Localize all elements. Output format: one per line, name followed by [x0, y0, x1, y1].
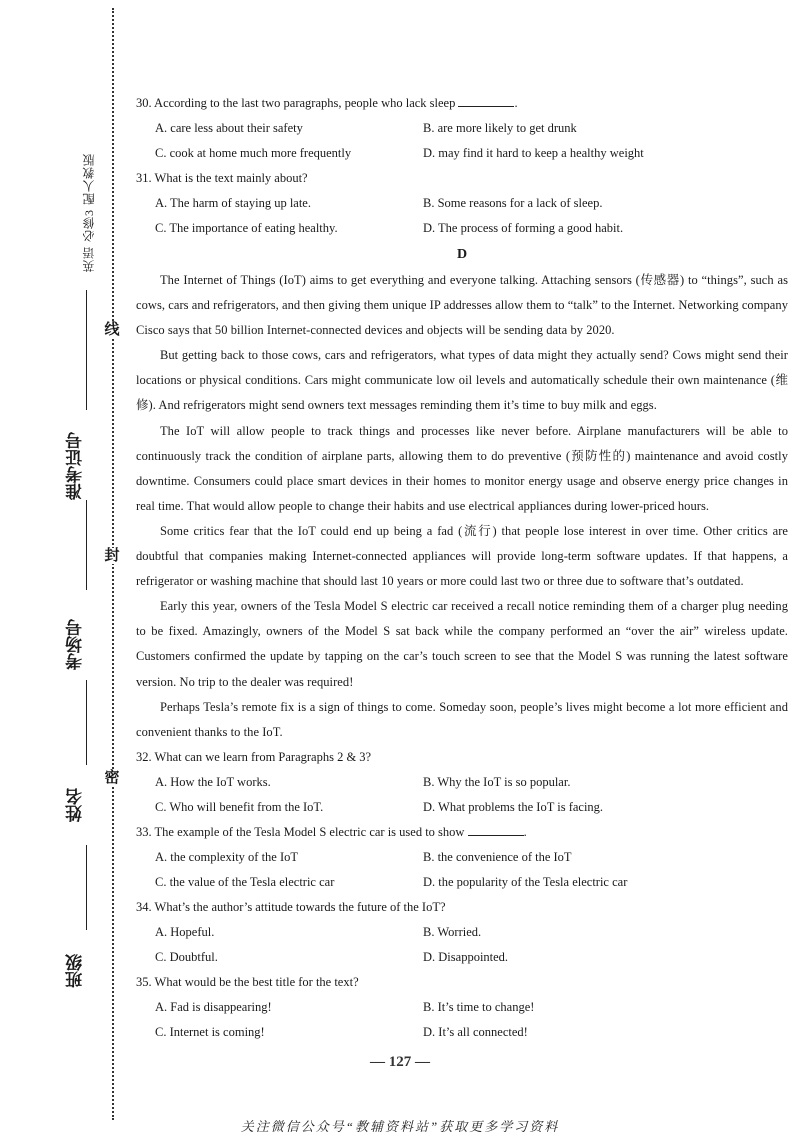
option-a[interactable]: A. The harm of staying up late.	[155, 196, 311, 210]
question-32: 32. What can we learn from Paragraphs 2 & 3?	[136, 749, 372, 764]
question-34: 34. What’s the author’s attitude towards the future of the IoT?	[136, 899, 446, 914]
option-c[interactable]: C. The importance of eating healthy.	[155, 221, 338, 235]
answer-blank[interactable]	[458, 93, 514, 107]
passage-paragraph: The IoT will allow people to track things and processes like never before. Airplane manufacturers will be able to continuously track the condition of airplane parts, allowing them to do preventive (预防性的) maintenance and avoid costly downtime. Consumers could place smart devices in their homes to monitor energy usage and observe energy price changes in real time. That would allow people to change their habits and use electrical appliances during lower-priced hours.	[136, 423, 788, 513]
section-title: D	[456, 247, 468, 262]
option-a[interactable]: A. How the IoT works.	[155, 774, 271, 789]
option-c[interactable]: C. Who will benefit from the IoT.	[155, 799, 324, 814]
option-d[interactable]: D. What problems the IoT is facing.	[423, 799, 604, 814]
option-a[interactable]: A. Fad is disappearing!	[155, 999, 272, 1014]
passage-paragraph: The Internet of Things (IoT) aims to get everything and everyone talking. Attaching sensors (传感器) to “things”, such as cows, cars and refrigerators, and then giving them unique IP addresses allow them to “talk” to the Internet. Networking company Cisco says that 50 billion Internet-connected devices and objects will be sending data by 2020.	[136, 273, 788, 338]
class-field[interactable]	[86, 845, 87, 930]
options-row	[136, 845, 788, 870]
option-d[interactable]: D. The process of forming a good habit.	[423, 221, 624, 235]
seal-char-line: 线	[104, 322, 120, 338]
page-content	[136, 91, 788, 1045]
options-row	[136, 191, 788, 216]
question-stem: 30. According to the last two paragraphs, people who lack sleep	[136, 96, 456, 110]
options-row	[136, 1020, 788, 1045]
options-row	[136, 116, 788, 141]
option-b[interactable]: B. It’s time to change!	[423, 999, 535, 1014]
option-d[interactable]: D. Disappointed.	[423, 949, 509, 964]
option-a[interactable]: A. Hopeful.	[155, 924, 215, 939]
option-a[interactable]: A. the complexity of the IoT	[155, 849, 299, 864]
question-stem: 33. The example of the Tesla Model S electric car is used to show	[136, 824, 465, 839]
option-b[interactable]: B. the convenience of the IoT	[423, 849, 572, 864]
class-label: 班级	[66, 954, 85, 988]
passage-paragraph: Perhaps Tesla’s remote fix is a sign of things to come. Someday soon, people’s lives might become a lot more efficient and convenient thanks to the IoT.	[136, 699, 788, 739]
option-b[interactable]: B. Why the IoT is so popular.	[423, 774, 571, 789]
option-a[interactable]: A. care less about their safety	[155, 121, 303, 135]
option-c[interactable]: C. the value of the Tesla electric car	[155, 874, 335, 889]
binding-dotted-line	[112, 8, 114, 1120]
options-row	[136, 141, 788, 166]
option-d[interactable]: D. the popularity of the Tesla electric car	[423, 874, 628, 889]
options-row	[136, 945, 788, 970]
options-row	[136, 995, 788, 1020]
option-d[interactable]: D. It’s all connected!	[423, 1024, 528, 1039]
name-field[interactable]	[86, 680, 87, 765]
option-b[interactable]: B. Some reasons for a lack of sleep.	[423, 196, 603, 210]
option-d[interactable]: D. may find it hard to keep a healthy weight	[423, 146, 644, 160]
option-c[interactable]: C. Doubtful.	[155, 949, 218, 964]
seal-char-secret: 密	[104, 770, 120, 786]
question-33: 33. The example of the Tesla Model S electric car is used to show .	[136, 820, 788, 845]
page-number: — 127 —	[370, 1054, 430, 1070]
options-row	[136, 920, 788, 945]
options-row	[136, 216, 788, 241]
passage-paragraph: But getting back to those cows, cars and refrigerators, what types of data might they actually send? Cows might send their locations or physical conditions. Cars might communicate low oil levels and automatically schedule their own maintenance (维修). And refrigerators might send owners text messages reminding them it’s time to buy milk and eggs.	[136, 348, 788, 413]
room-label: 考场号	[66, 619, 85, 670]
options-row	[136, 795, 788, 820]
options-row	[136, 870, 788, 895]
option-c[interactable]: C. cook at home much more frequently	[155, 146, 352, 160]
option-b[interactable]: B. are more likely to get drunk	[423, 121, 577, 135]
question-31: 31. What is the text mainly about?	[136, 171, 308, 185]
exam-id-label: 准考证号	[66, 432, 85, 500]
option-c[interactable]: C. Internet is coming!	[155, 1024, 265, 1039]
question-30: 30. According to the last two paragraphs, people who lack sleep .	[136, 91, 788, 116]
option-b[interactable]: B. Worried.	[423, 924, 482, 939]
question-35: 35. What would be the best title for the text?	[136, 974, 359, 989]
answer-blank[interactable]	[468, 822, 524, 836]
options-row	[136, 770, 788, 795]
footer-note: 关注微信公众号“教辅资料站”获取更多学习资料	[240, 1119, 560, 1134]
seal-char-seal: 封	[104, 548, 120, 564]
passage-paragraph: Early this year, owners of the Tesla Model S electric car received a recall notice reminding them of a charger plug needing to be fixed. Amazingly, owners of the Model S sat back while the company performed an “over the air” wireless update. Customers confirmed the update by tapping on the car’s touch screen to see that the Model S was running the latest software version. No trip to the dealer was required!	[136, 599, 788, 689]
name-label: 姓名	[66, 788, 85, 822]
exam-id-field[interactable]	[86, 290, 87, 410]
book-label: 英语 必修3 配人教版	[82, 153, 96, 272]
room-field[interactable]	[86, 500, 87, 590]
passage-paragraph: Some critics fear that the IoT could end up being a fad (流行) that people lose interest in over time. Other critics are doubtful that companies making Internet-connected appliances will provide long-term software updates. If that happens, a refrigerator or washing machine that should last 10 years or more could last two or three due to software that’s outdated.	[136, 523, 788, 589]
